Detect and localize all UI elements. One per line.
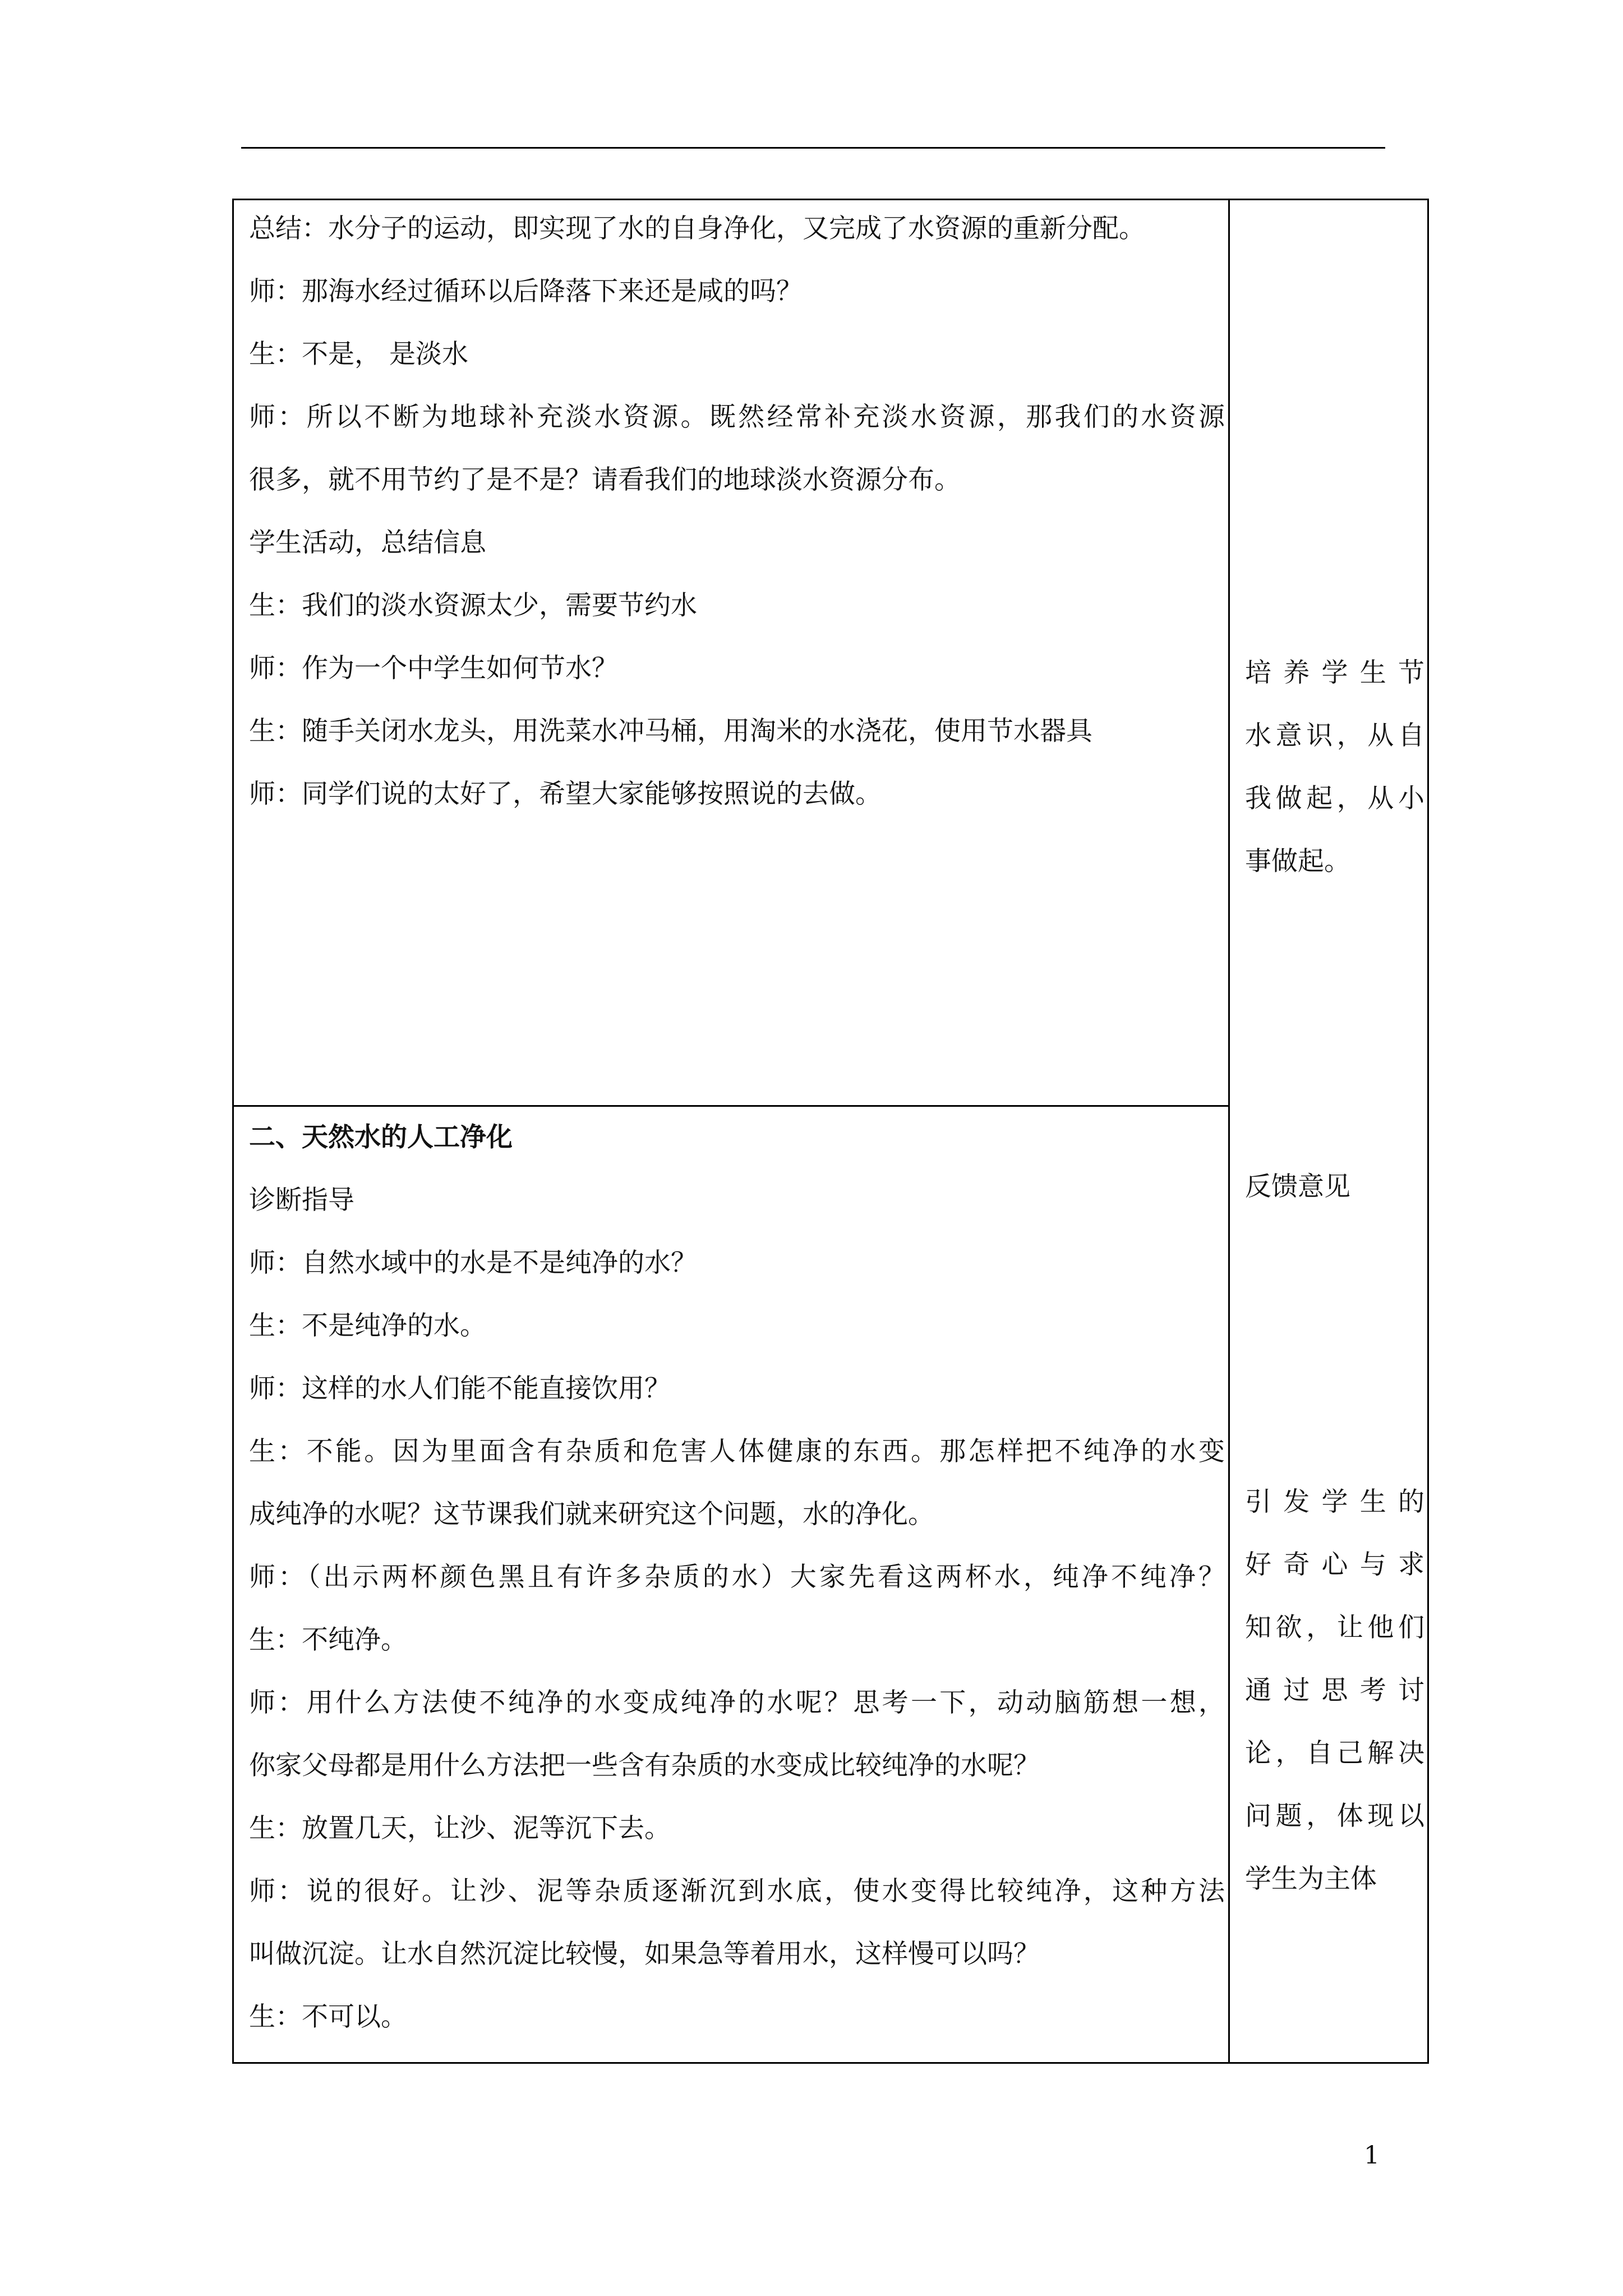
dialogue-line: 师：同学们说的太好了，希望大家能够按照说的去做。 <box>249 779 882 809</box>
dialogue-line: 师：那海水经过循环以后降落下来还是咸的吗？ <box>249 276 803 307</box>
page-number: 1 <box>1364 2141 1380 2170</box>
dialogue-line: 生：随手关闭水龙头，用洗菜水冲马桶，用淘米的水浇花，使用节水器具 <box>249 716 1092 747</box>
dialogue-line: 师：用什么方法使不纯净的水变成纯净的水呢？思考一下，动动脑筋想一想， <box>249 1687 1225 1718</box>
dialogue-line: 师：自然水域中的水是不是纯净的水？ <box>249 1248 697 1278</box>
note-line: 问题，体现以 <box>1245 1801 1424 1832</box>
section-heading: 二、天然水的人工净化 <box>249 1122 513 1153</box>
dialogue-line: 生：不纯净。 <box>249 1625 407 1655</box>
dialogue-line: 师：作为一个中学生如何节水？ <box>249 653 618 684</box>
dialogue-line: 叫做沉淀。让水自然沉淀比较慢，如果急等着用水，这样慢可以吗？ <box>249 1939 1040 1970</box>
dialogue-line: 师：说的很好。让沙、泥等杂质逐渐沉到水底，使水变得比较纯净，这种方法 <box>249 1876 1225 1907</box>
dialogue-line: 总结：水分子的运动，即实现了水的自身净化，又完成了水资源的重新分配。 <box>249 213 1145 244</box>
dialogue-line: 生：放置几天，让沙、泥等沉下去。 <box>249 1813 671 1844</box>
dialogue-line: 师：所以不断为地球补充淡水资源。既然经常补充淡水资源，那我们的水资源 <box>249 402 1225 432</box>
note-line: 培养学生节 <box>1245 657 1424 688</box>
table-row-divider <box>232 1105 1228 1107</box>
dialogue-line: 生：不是， 是淡水 <box>249 339 468 370</box>
dialogue-line: 成纯净的水呢？这节课我们就来研究这个问题，水的净化。 <box>249 1499 934 1530</box>
dialogue-line: 生：我们的淡水资源太少，需要节约水 <box>249 590 697 621</box>
table-column-divider <box>1228 199 1230 2064</box>
header-rule <box>241 147 1385 149</box>
note-line: 通过思考讨 <box>1245 1675 1424 1706</box>
note-line: 论，自己解决 <box>1245 1738 1424 1769</box>
dialogue-line: 学生活动，总结信息 <box>249 527 486 558</box>
dialogue-line: 生：不可以。 <box>249 2001 407 2032</box>
dialogue-line: 很多，就不用节约了是不是？请看我们的地球淡水资源分布。 <box>249 464 961 495</box>
dialogue-line: 师：（出示两杯颜色黑且有许多杂质的水）大家先看这两杯水，纯净不纯净？ <box>249 1562 1225 1593</box>
dialogue-line: 生：不能。因为里面含有杂质和危害人体健康的东西。那怎样把不纯净的水变 <box>249 1436 1225 1467</box>
dialogue-line: 你家父母都是用什么方法把一些含有杂质的水变成比较纯净的水呢？ <box>249 1750 1040 1781</box>
note-line: 学生为主体 <box>1245 1864 1377 1894</box>
dialogue-line: 诊断指导 <box>249 1185 354 1216</box>
note-line: 好奇心与求 <box>1245 1549 1424 1580</box>
note-line: 反馈意见 <box>1245 1171 1350 1202</box>
note-line: 知欲，让他们 <box>1245 1612 1424 1643</box>
note-line: 我做起，从小 <box>1245 783 1424 814</box>
note-line: 事做起。 <box>1245 846 1350 877</box>
dialogue-line: 生：不是纯净的水。 <box>249 1310 486 1341</box>
note-line: 引发学生的 <box>1245 1487 1424 1517</box>
note-line: 水意识，从自 <box>1245 720 1424 751</box>
dialogue-line: 师：这样的水人们能不能直接饮用？ <box>249 1373 671 1404</box>
